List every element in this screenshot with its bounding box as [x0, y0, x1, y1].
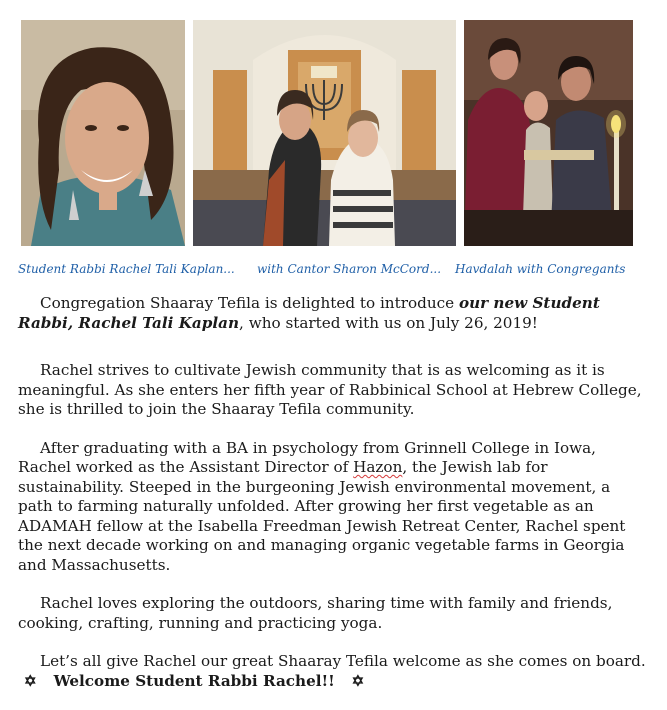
photo-caption: Havdalah with Congregants	[455, 262, 626, 276]
photo-caption: with Cantor Sharon McCord...	[257, 262, 442, 276]
photo-caption: Student Rabbi Rachel Tali Kaplan...	[18, 262, 235, 276]
new-rabbi-emphasis: our new Student Rabbi, Rachel Tali Kaplan	[18, 294, 600, 332]
photo-strip	[0, 0, 667, 260]
mission-paragraph: Rachel strives to cultivate Jewish community that is as welcoming as it is meaningful. As she enters her fifth year of Rabbinical School at Hebrew College, she is thrilled to join the Shaaray Tefila community.	[18, 361, 642, 418]
portrait-photo	[21, 20, 185, 246]
hobbies-paragraph: Rachel loves exploring the outdoors, sharing time with family and friends, cooking, crafting, running and practicing yoga.	[18, 594, 613, 632]
welcome-message: Welcome Student Rabbi Rachel!!	[53, 671, 335, 690]
intro-paragraph: Congregation Shaaray Tefila is delighted to introduce our new Student Rabbi, Rachel Tali Kaplan, who started with us on July 26, 2019!	[18, 294, 600, 332]
star-of-david-icon: ✡	[24, 671, 37, 690]
background-paragraph: After graduating with a BA in psychology from Grinnell College in Iowa, Rachel worked as the Assistant Director of Hazon, the Jewish lab for sustainability. Steeped in the burgeoning Jewish environmental movement, a path to farming naturally unfolded. After growing her first vegetable as an ADAMAH fellow at the Isabella Freedman Jewish Retreat Center, Rachel spent the next decade working on and managing organic vegetable farms in Georgia and Massachusetts.	[18, 438, 626, 574]
sanctuary-photo	[193, 20, 456, 246]
article-body	[18, 294, 648, 710]
havdalah-photo	[464, 20, 633, 246]
hazon-word: Hazon	[353, 458, 403, 476]
welcome-paragraph: Let’s all give Rachel our great Shaaray Tefila welcome as she comes on board. ✡ Welcome Student Rabbi Rachel!! ✡	[18, 652, 648, 691]
star-of-david-icon: ✡	[351, 671, 365, 690]
